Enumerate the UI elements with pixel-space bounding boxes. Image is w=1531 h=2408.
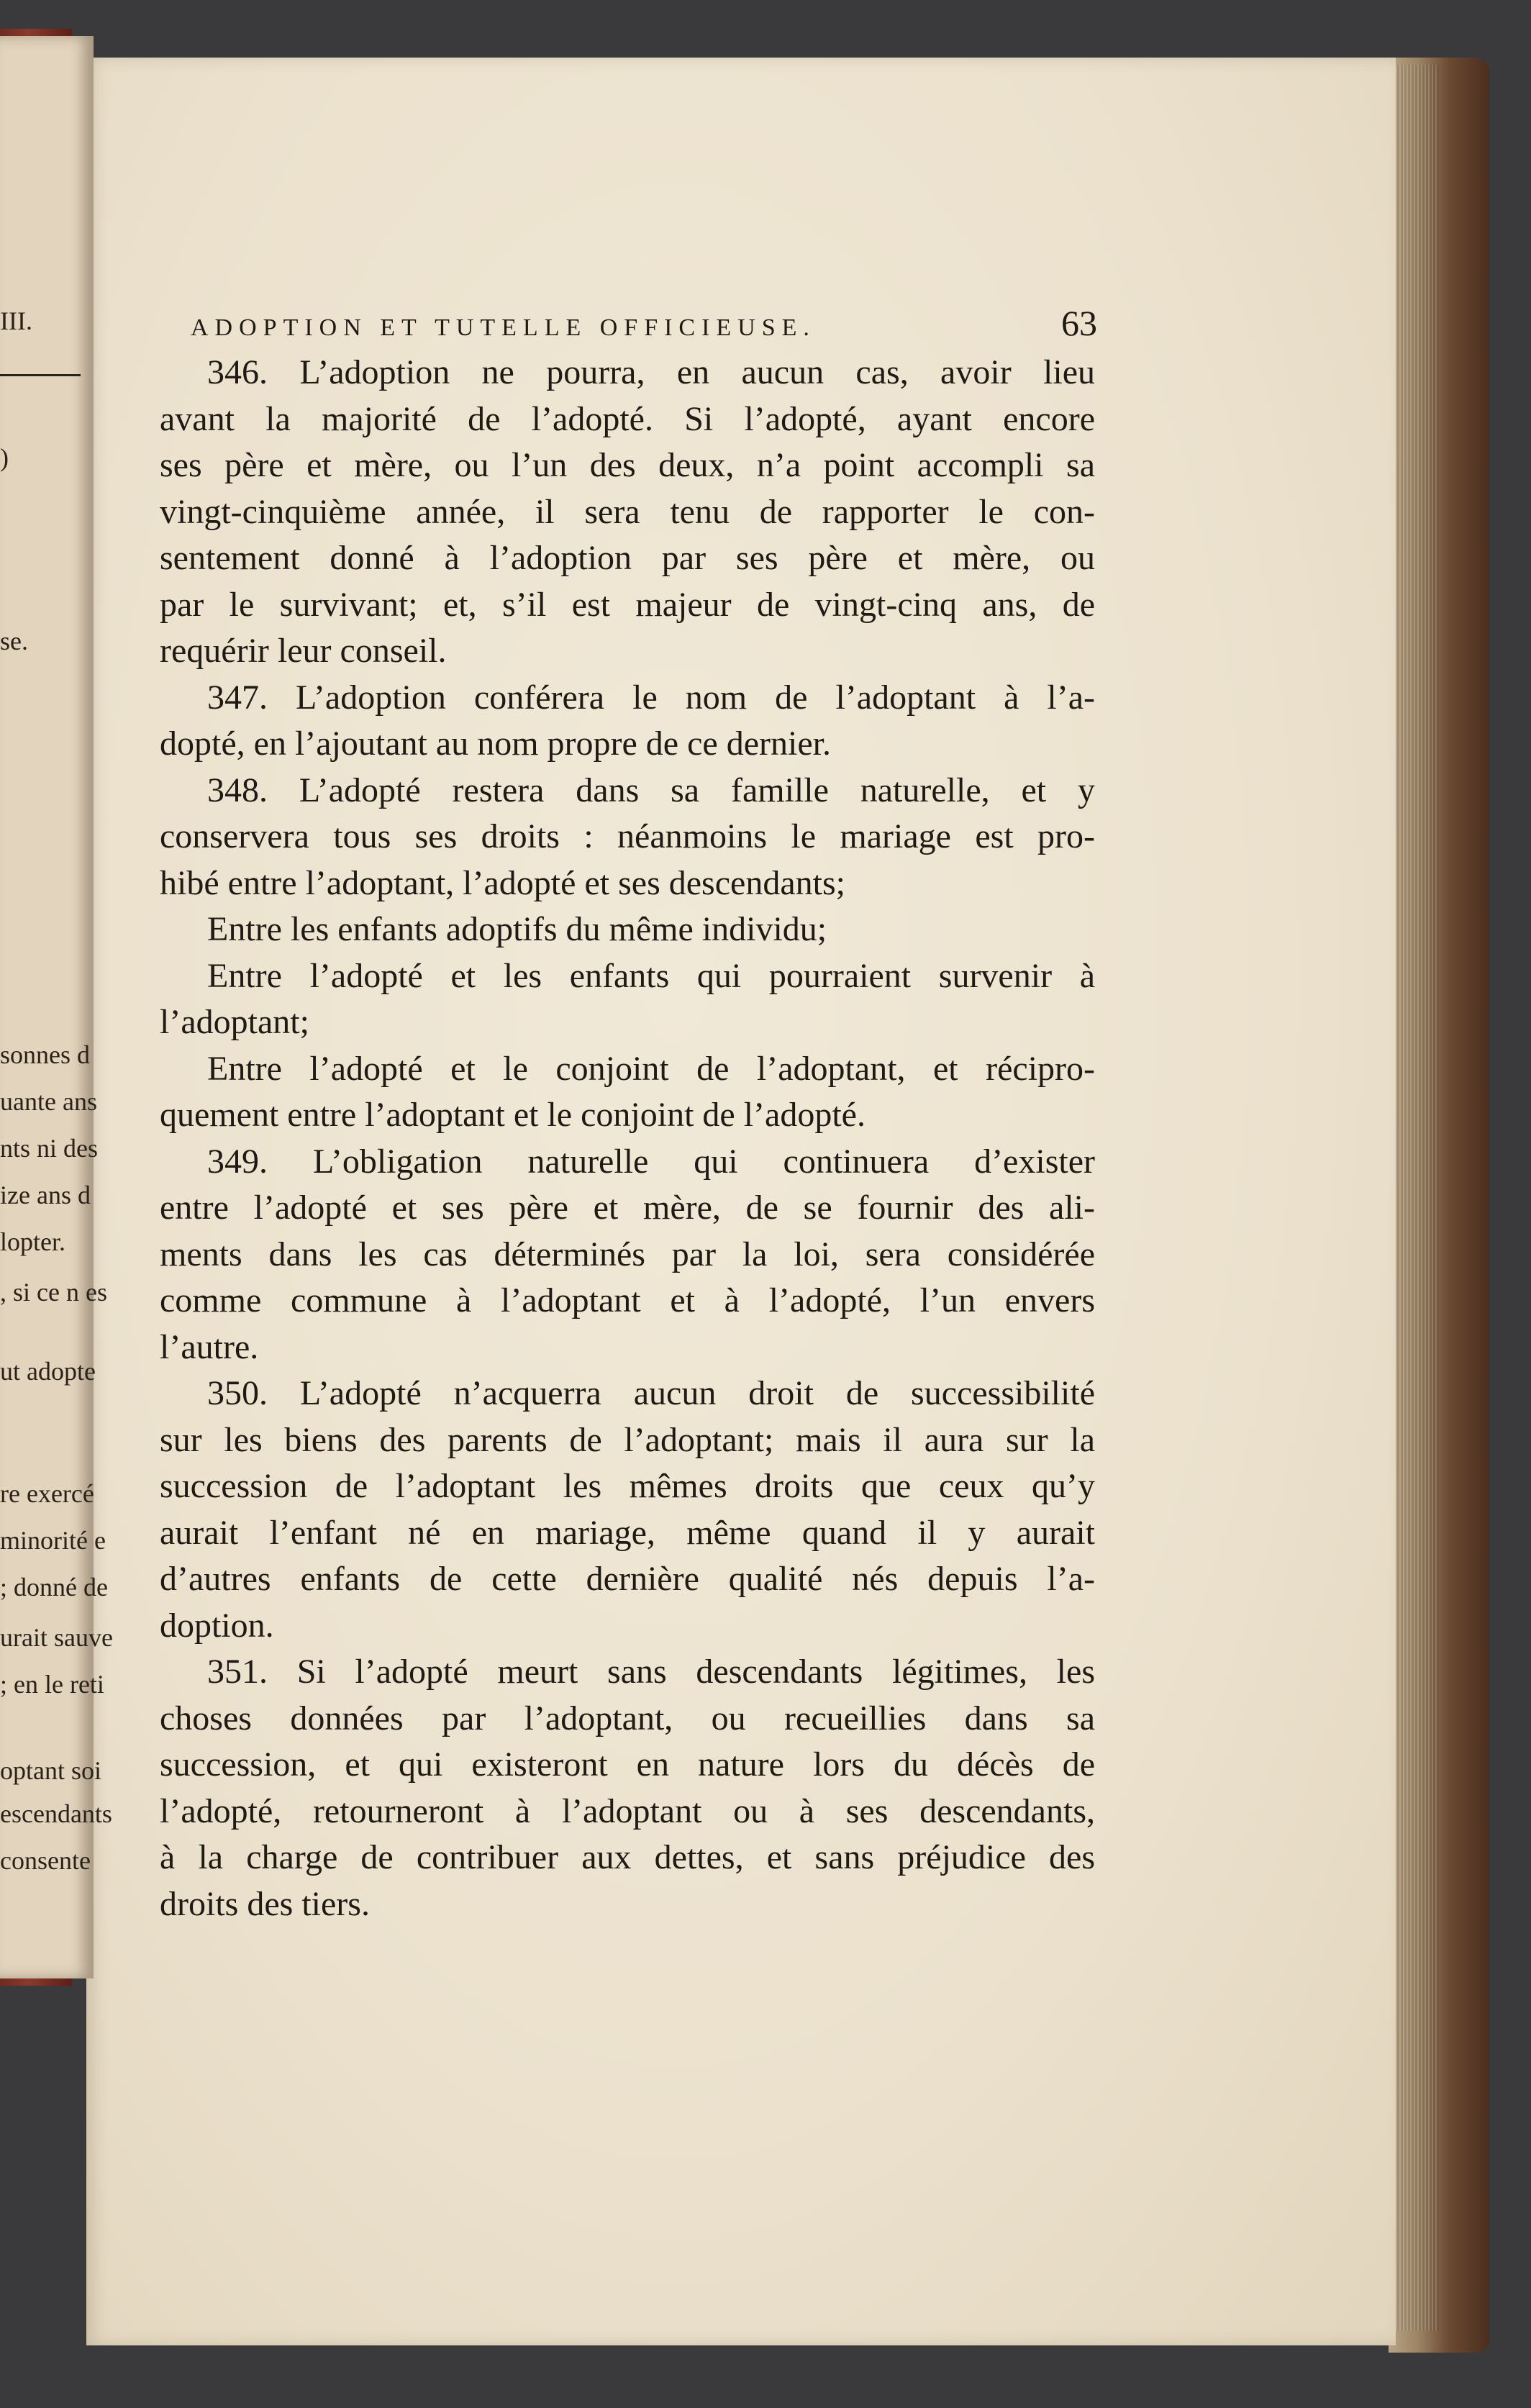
text-line: à la charge de contribuer aux dettes, et sans préjudice des	[160, 1838, 1095, 1876]
article-paragraph	[160, 907, 1095, 953]
text-line: aurait l’enfant né en mariage, même quand il y aurait	[160, 1513, 1095, 1552]
facing-page-text: se.	[0, 627, 28, 655]
text-line: succession de l’adoptant les mêmes droits que ceux qu’y	[160, 1467, 1095, 1505]
facing-page-text: sonnes d	[0, 1040, 90, 1069]
text-line: hibé entre l’adoptant, l’adopté et ses descendants;	[160, 863, 845, 902]
text-line: 350. L’adopté n’acquerra aucun droit de successibilité	[207, 1374, 1095, 1412]
text-line: ses père et mère, ou l’un des deux, n’a point accompli sa	[160, 446, 1095, 484]
text-line: l’autre.	[160, 1327, 259, 1366]
text-line: vingt-cinquième année, il sera tenu de rapporter le con-	[160, 492, 1095, 531]
facing-page-text: )	[0, 443, 9, 472]
article-paragraph	[160, 768, 1095, 907]
page-number: 63	[1061, 303, 1097, 343]
text-line: succession, et qui existeront en nature lors du décès de	[160, 1745, 1095, 1784]
text-line: choses données par l’adoptant, ou recueillies dans sa	[160, 1699, 1095, 1737]
facing-page-text: consente	[0, 1846, 91, 1875]
text-line: 347. L’adoption conférera le nom de l’adoptant à l’a-	[207, 678, 1095, 717]
facing-page-text: ; donné de	[0, 1573, 108, 1601]
facing-page-rule	[0, 374, 81, 376]
text-line: avant la majorité de l’adopté. Si l’adopté, ayant encore	[160, 399, 1095, 438]
page-edges	[1396, 65, 1439, 2331]
text-line: droits des tiers.	[160, 1884, 370, 1923]
running-title: ADOPTION ET TUTELLE OFFICIEUSE.	[191, 314, 816, 341]
article-paragraph	[160, 1371, 1095, 1649]
facing-page-text: ; en le reti	[0, 1670, 104, 1699]
text-line: Entre l’adopté et les enfants qui pourraient survenir à	[207, 956, 1095, 995]
facing-page-text: optant soi	[0, 1756, 101, 1785]
facing-page-text: nts ni des	[0, 1134, 99, 1163]
text-line: dopté, en l’ajoutant au nom propre de ce dernier.	[160, 724, 831, 763]
text-line: ments dans les cas déterminés par la loi, sera considérée	[160, 1235, 1095, 1273]
facing-page-text: III.	[0, 306, 32, 335]
facing-page-text: lopter.	[0, 1227, 65, 1256]
facing-page-text: urait sauve	[0, 1623, 113, 1652]
text-line: requérir leur conseil.	[160, 632, 447, 670]
text-line: entre l’adopté et ses père et mère, de se fournir des ali-	[160, 1189, 1095, 1227]
facing-page-text: escendants	[0, 1799, 112, 1828]
text-line: 348. L’adopté restera dans sa famille naturelle, et y	[207, 771, 1095, 809]
facing-page-text: ut adopte	[0, 1357, 96, 1386]
text-line: 349. L’obligation naturelle qui continuera d’exister	[207, 1142, 1095, 1181]
facing-page-text: re exercé	[0, 1479, 94, 1508]
body-text	[160, 350, 1095, 1927]
text-line: conservera tous ses droits : néanmoins le mariage est pro-	[160, 817, 1095, 855]
text-line: comme commune à l’adoptant et à l’adopté, l’un envers	[160, 1281, 1095, 1319]
text-line: Entre l’adopté et le conjoint de l’adoptant, et récipro-	[207, 1049, 1095, 1088]
article-paragraph	[160, 350, 1095, 675]
text-line: 351. Si l’adopté meurt sans descendants légitimes, les	[207, 1653, 1095, 1691]
text-line: sentement donné à l’adoption par ses père et mère, ou	[160, 539, 1095, 577]
text-line: 346. L’adoption ne pourra, en aucun cas, avoir lieu	[207, 353, 1095, 391]
text-line: l’adoptant;	[160, 1003, 309, 1041]
running-head	[191, 302, 1097, 345]
text-line: quement entre l’adoptant et le conjoint de l’adopté.	[160, 1096, 866, 1134]
article-paragraph	[160, 953, 1095, 1046]
article-paragraph	[160, 1046, 1095, 1139]
text-line: doption.	[160, 1606, 274, 1645]
text-line: l’adopté, retourneront à l’adoptant ou à ses descendants,	[160, 1791, 1095, 1830]
text-line: Entre les enfants adoptifs du même individu;	[207, 910, 827, 948]
facing-page-text: ize ans d	[0, 1181, 91, 1209]
facing-page-text: uante ans	[0, 1087, 97, 1116]
facing-page-fragment	[0, 36, 113, 1978]
facing-page-text: minorité e	[0, 1526, 106, 1555]
text-line: par le survivant; et, s’il est majeur de vingt-cinq ans, de	[160, 585, 1095, 624]
article-paragraph	[160, 1649, 1095, 1927]
text-line: sur les biens des parents de l’adoptant; mais il aura sur la	[160, 1420, 1095, 1459]
article-paragraph	[160, 675, 1095, 768]
article-paragraph	[160, 1139, 1095, 1371]
facing-page-text: , si ce n es	[0, 1278, 107, 1307]
text-line: d’autres enfants de cette dernière qualité nés depuis l’a-	[160, 1560, 1095, 1598]
